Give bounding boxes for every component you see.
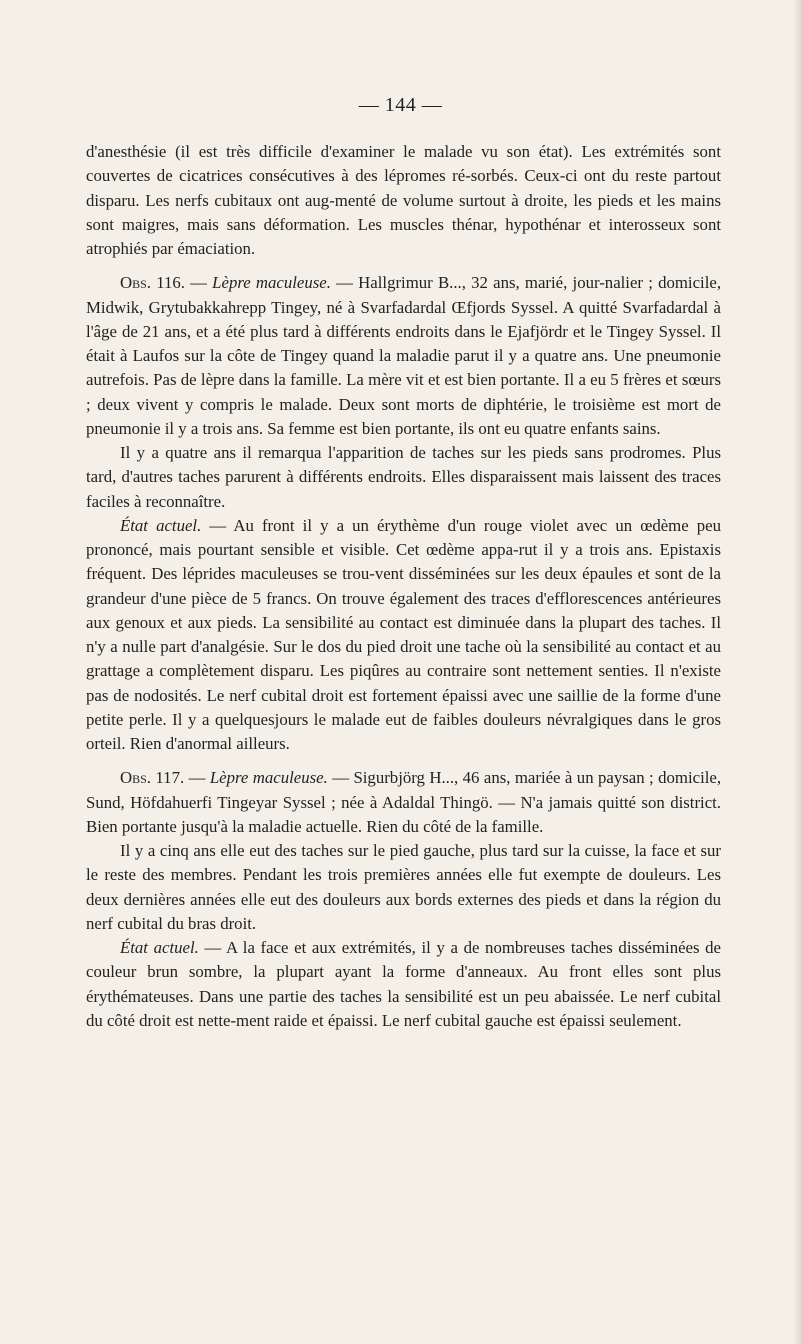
observation-116: Obs. 116. — Lèpre maculeuse. — Hallgrimur B..., 32 ans, marié, jour-nalier ; domicile, Midwik, Grytubakkahrepp Tingey, né à Svarfadardal Œfjords Syssel. A quitté Svarfadardal à l'âge de 21 ans, et a été plus tard à différents endroits dans le Ejafjördr et le Tingey Syssel. Il était à Laufos sur la côte de Tingey quand la maladie parut il y a quatre ans. Une pneumonie autrefois. Pas de lèpre dans la famille. La mère vit et est bien portante. Il a eu 5 frères et sœurs ; deux vivent y compris le malade. Deux sont morts de diphtérie, le troisième est mort de pneumonie il y a trois ans. Sa femme est bien portante, ils ont eu quatre enfants sains.: [86, 273, 722, 438]
page-number: — 144 —: [358, 94, 443, 116]
current-state-116: État actuel. — Au front il y a un érythème d'un rouge violet avec un œdème peu prononcé, mais pourtant sensible et visible. Cet œdème appa-rut il y a trois ans. Epistaxis fréquent. Des léprides maculeuses se trou-vent disséminées sur les deux épaules et sont de la grandeur d'une pièce de 5 francs. On trouve également des traces d'efflorescences antérieures aux genoux et aux pieds. La sensibilité au contact est diminuée dans la plupart des taches. Il n'y a nulle part d'analgésie. Sur le dos du pied droit une tache où la sensibilité au contact et au grattage a complètement disparu. Les piqûres au contraire sont nettement senties. Il n'existe pas de nodosités. Le nerf cubital droit est fortement épaissi avec une saillie de la forme d'une petite perle. Il y a quelquesjours le malade eut de faibles douleurs névralgiques dans le gros orteil. Rien d'anormal ailleurs.: [86, 515, 722, 753]
current-state-label: État actuel.: [120, 515, 202, 535]
paragraph-history: Il y a quatre ans il remarqua l'apparition de taches sur les pieds sans prodromes. Plus tard, d'autres taches parurent à différents endroits. Elles disparaissent mais laissent des traces faciles à reconnaître.: [86, 443, 721, 511]
observation-label: Obs. 116.: [120, 273, 185, 293]
observation-117: Obs. 117. — Lèpre maculeuse. — Sigurbjörg H..., 46 ans, mariée à un paysan ; domicile, Sund, Höfdahuerfi Tingeyar Syssel ; née à Adaldal Thingö. — N'a jamais quitté son district. Bien portante jusqu'à la maladie actuelle. Rien du côté de la famille.: [86, 768, 722, 836]
paragraph-continuation: d'anesthésie (il est très difficile d'examiner le malade vu son état). Les extrémités sont couvertes de cicatrices consécutives à des lépromes ré-sorbés. Ceux-ci ont du reste partout disparu. Les nerfs cubitaux ont aug-menté de volume surtout à droite, les pieds et les mains sont maigres, mais sans déformation. Les muscles thénar, hypothénar et interosseux sont atrophiés par émaciation.: [86, 142, 721, 258]
observation-label: Obs. 117.: [120, 768, 185, 788]
observation-text: Hallgrimur B..., 32 ans, marié, jour-nalier ; domicile, Midwik, Grytubakkahrepp Tingey, né à Svarfadardal Œfjords Syssel. A quitté Svarfadardal à l'âge de 21 ans, et a été plus tard à différents endroits dans le Ejafjördr et le Tingey Syssel. Il était à Laufos sur la côte de Tingey quand la maladie parut il y a quatre ans. Une pneumonie autrefois. Pas de lèpre dans la famille. La mère vit et est bien portante. Il a eu 5 frères et sœurs ; deux vivent y compris le malade. Deux sont morts de diphtérie, le troisième est mort de pneumonie il y a trois ans. Sa femme est bien portante, ils ont eu quatre enfants sains.: [86, 273, 722, 438]
page-edge-shadow: [793, 0, 801, 1344]
observation-title: Lèpre maculeuse.: [209, 768, 328, 788]
observation-text: Sigurbjörg H..., 46 ans, mariée à un paysan ; domicile, Sund, Höfdahuerfi Tingeyar Syssel ; née à Adaldal Thingö. — N'a jamais quitté son district. Bien portante jusqu'à la maladie actuelle. Rien du côté de la famille.: [86, 768, 722, 836]
body-text: [86, 140, 721, 1033]
current-state-label: État actuel.: [120, 938, 199, 957]
current-state-text: Au front il y a un érythème d'un rouge violet avec un œdème peu prononcé, mais pourtant sensible et visible. Cet œdème appa-rut il y a trois ans. Epistaxis fréquent. Des léprides maculeuses se trou-vent disséminées sur les deux épaules et sont de la grandeur d'une pièce de 5 francs. On trouve également des traces d'efflorescences antérieures aux genoux et aux pieds. La sensibilité au contact est diminuée dans la plupart des taches. Il n'y a nulle part d'analgésie. Sur le dos du pied droit une tache où la sensibilité au contact et au grattage a complètement disparu. Les piqûres au contraire sont nettement senties. Il n'existe pas de nodosités. Le nerf cubital droit est fortement épaissi avec une saillie de la forme d'une petite perle. Il y a quelquesjours le malade eut de faibles douleurs névralgiques dans le gros orteil. Rien d'anormal ailleurs.: [86, 515, 722, 753]
current-state-117: État actuel. — A la face et aux extrémités, il y a de nombreuses taches disséminées de couleur brun sombre, la plupart ayant la forme d'anneaux. Au front elles sont plus érythémateuses. Dans une partie des taches la sensibilité est un peu abaissée. Le nerf cubital du côté droit est nette-ment raide et épaissi. Le nerf cubital gauche est épaissi seulement.: [86, 938, 722, 1030]
current-state-text: A la face et aux extrémités, il y a de nombreuses taches disséminées de couleur brun sombre, la plupart ayant la forme d'anneaux. Au front elles sont plus érythémateuses. Dans une partie des taches la sensibilité est un peu abaissée. Le nerf cubital du côté droit est nette-ment raide et épaissi. Le nerf cubital gauche est épaissi seulement.: [86, 938, 722, 1030]
paragraph-history: Il y a cinq ans elle eut des taches sur le pied gauche, plus tard sur la cuisse, la face et sur le reste des membres. Pendant les trois premières années elle fut exempte de douleurs. Les deux dernières années elle eut des douleurs aux bords externes des pieds et dans la région du nerf cubital du bras droit.: [86, 841, 721, 933]
observation-title: Lèpre maculeuse.: [212, 273, 331, 293]
